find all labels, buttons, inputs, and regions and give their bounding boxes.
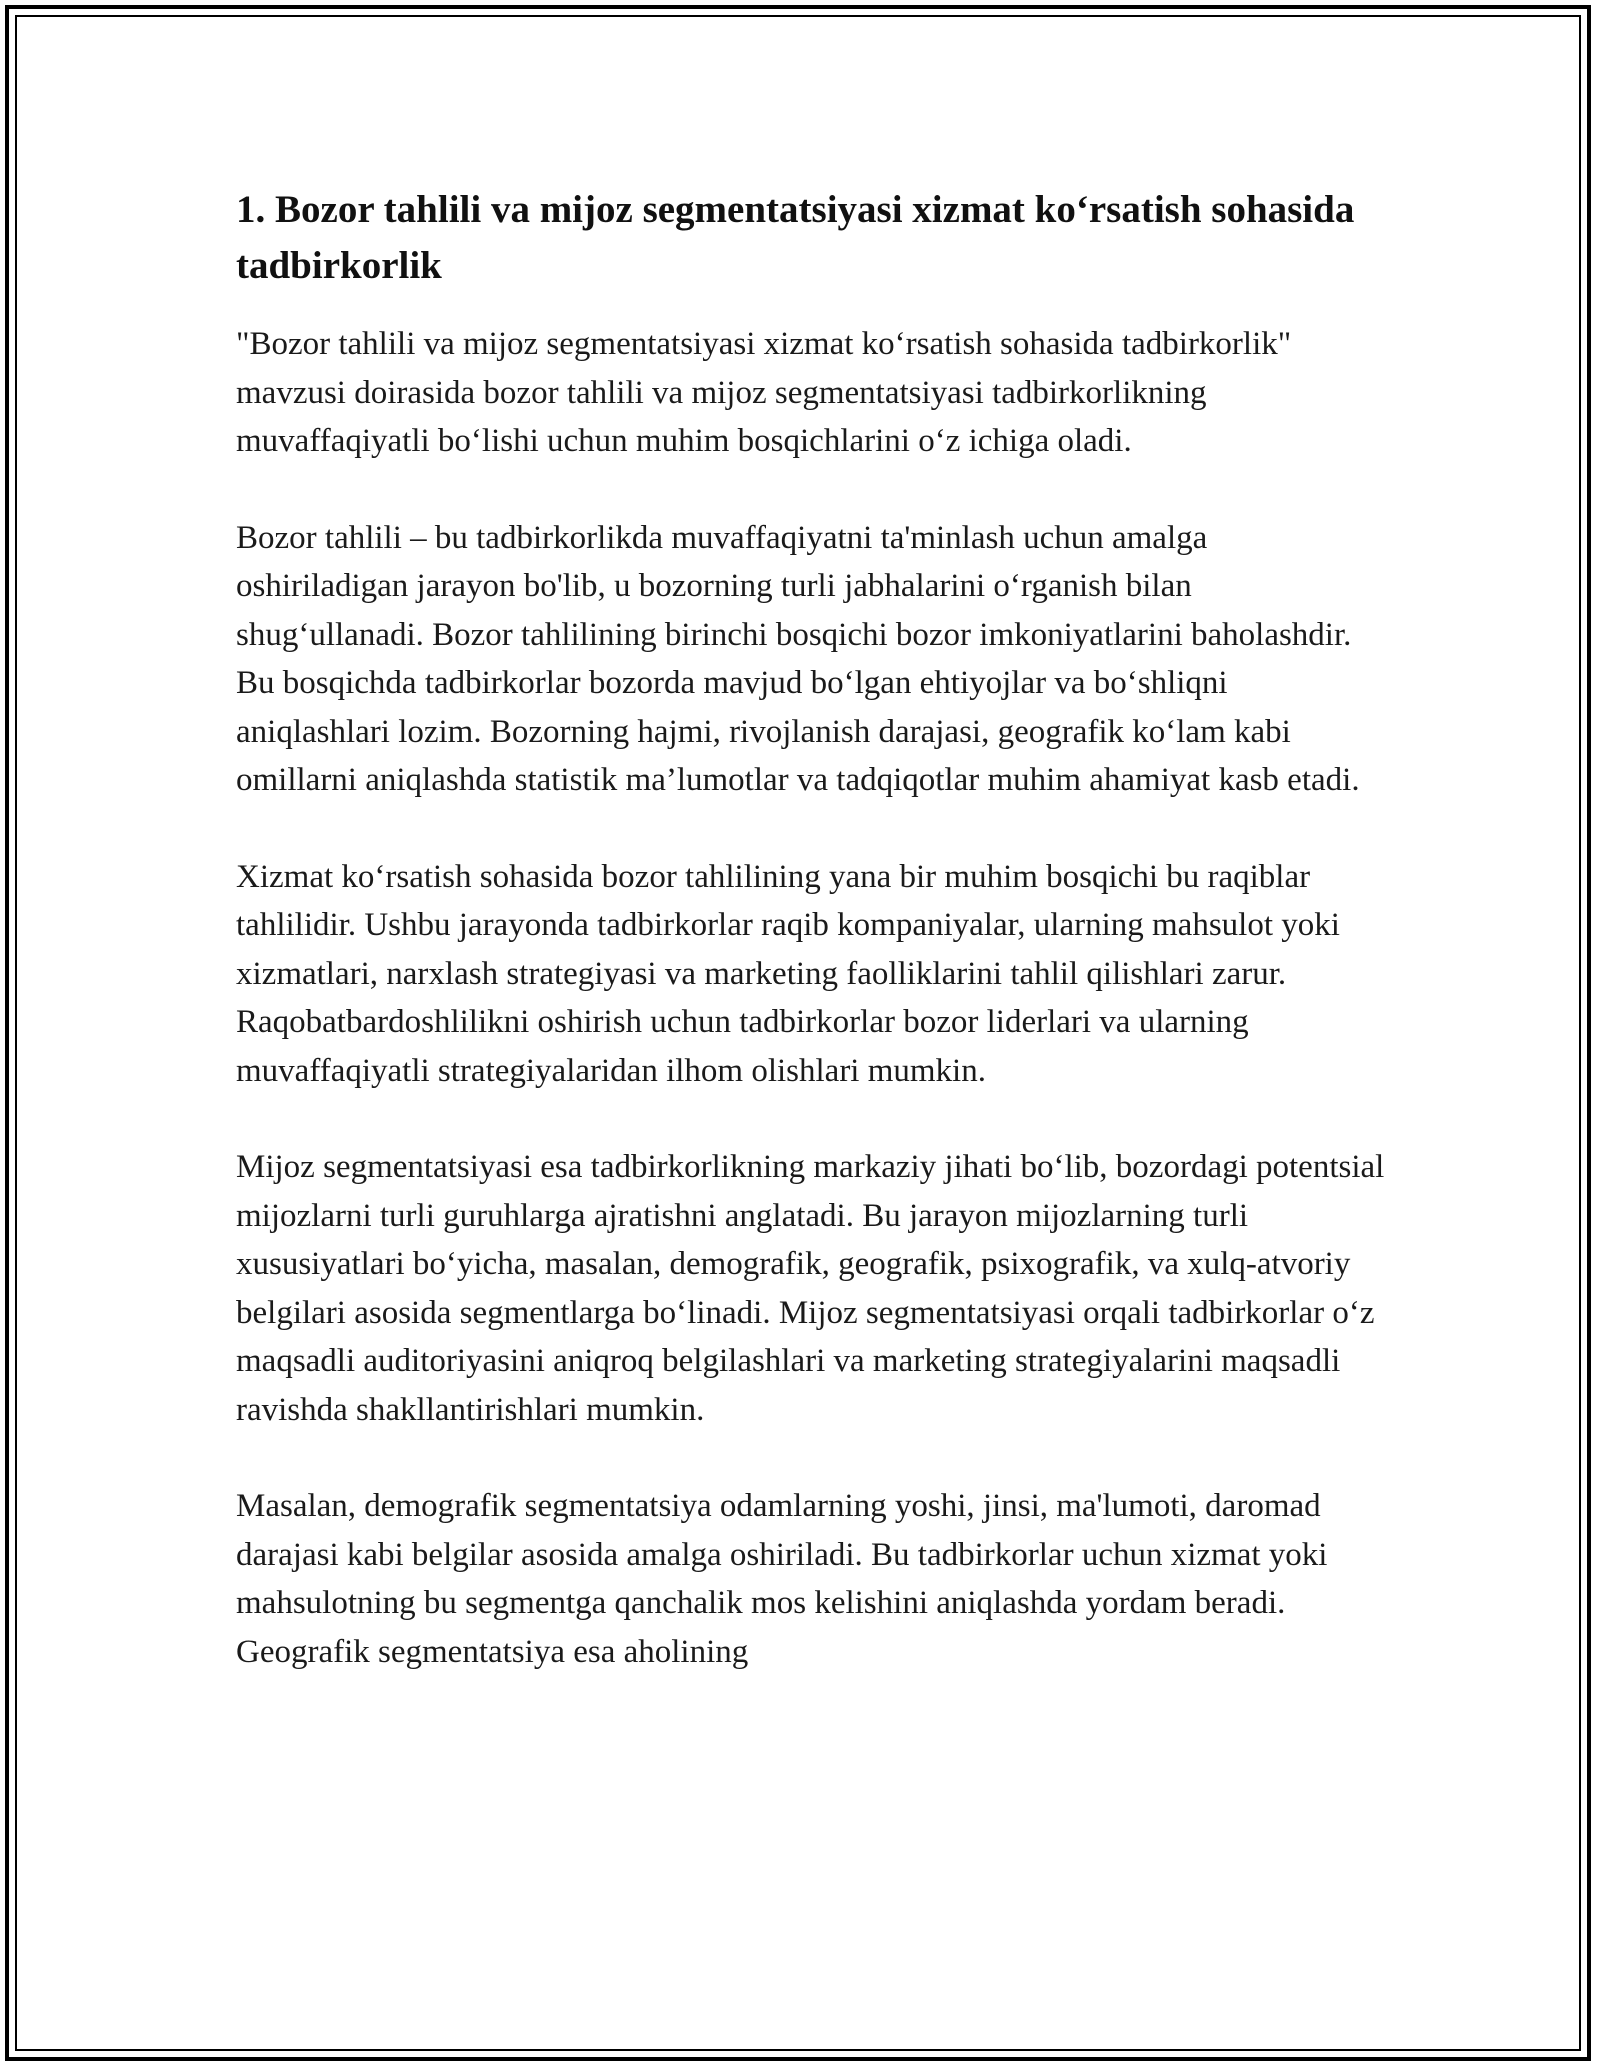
paragraph-competitor-analysis: Xizmat ko‘rsatish sohasida bozor tahlilining yana bir muhim bosqichi bu raqiblar tahlilidir. Ushbu jarayonda tadbirkorlar raqib kompaniyalar, ularning mahsulot yoki xizmatlari, narxlash strategiyasi va marketing faolliklarini tahlil qilishlari zarur. Raqobatbardoshlilikni oshirish uchun tadbirkorlar bozor liderlari va ularning muvaffaqiyatli strategiyalaridan ilhom olishlari mumkin. (236, 858, 1340, 1089)
paragraph-intro: "Bozor tahlili va mijoz segmentatsiyasi xizmat ko‘rsatish sohasida tadbirkorlik" mavzusi doirasida bozor tahlili va mijoz segmentatsiyasi tadbirkorlikning muvaffaqiyatli bo‘lishi uchun muhim bosqichlarini o‘z ichiga oladi. (236, 326, 1292, 459)
document-body (236, 182, 1386, 1724)
paragraph-demographic-segmentation: Masalan, demografik segmentatsiya odamlarning yoshi, jinsi, ma'lumoti, daromad darajasi kabi belgilar asosida amalga oshiriladi. Bu tadbirkorlar uchun xizmat yoki mahsulotning bu segmentga qanchalik mos kelishini aniqlashda yordam beradi. Geografik segmentatsiya esa aholining (236, 1488, 1328, 1670)
paragraph-customer-segmentation: Mijoz segmentatsiyasi esa tadbirkorlikning markaziy jihati bo‘lib, bozordagi potentsial mijozlarni turli guruhlarga ajratishni anglatadi. Bu jarayon mijozlarning turli xususiyatlari bo‘yicha, masalan, demografik, geografik, psixografik, va xulq-atvoriy belgilari asosida segmentlarga bo‘linadi. Mijoz segmentatsiyasi orqali tadbirkorlar o‘z maqsadli auditoriyasini aniqroq belgilashlari va marketing strategiyalarini maqsadli ravishda shakllantirishlari mumkin. (236, 1149, 1385, 1428)
paragraph-market-analysis: Bozor tahlili – bu tadbirkorlikda muvaffaqiyatni ta'minlash uchun amalga oshiriladigan jarayon bo'lib, u bozorning turli jabhalarini o‘rganish bilan shug‘ullanadi. Bozor tahlilining birinchi bosqichi bozor imkoniyatlarini baholashdir. Bu bosqichda tadbirkorlar bozorda mavjud bo‘lgan ehtiyojlar va bo‘shliqni aniqlashlari lozim. Bozorning hajmi, rivojlanish darajasi, geografik ko‘lam kabi omillarni aniqlashda statistik ma’lumotlar va tadqiqotlar muhim ahamiyat kasb etadi. (236, 519, 1360, 798)
section-heading: 1. Bozor tahlili va mijoz segmentatsiyasi xizmat ko‘rsatish sohasida tadbirkorlik (236, 188, 1355, 287)
